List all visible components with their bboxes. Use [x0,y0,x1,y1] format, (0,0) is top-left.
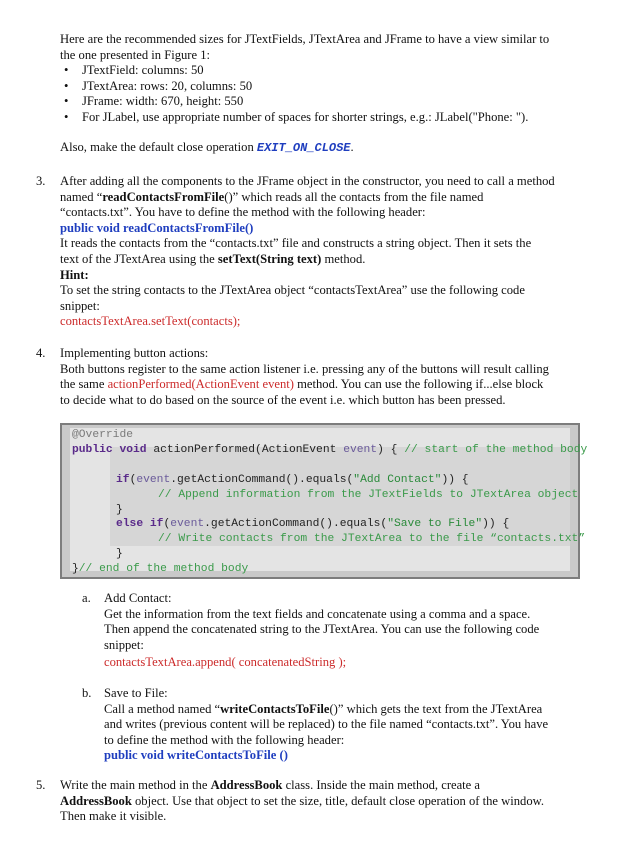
close-operation-line: Also, make the default close operation EXIT_ON_CLOSE. [60,139,354,155]
paragraph-line: AddressBook object. Use that object to set the size, title, default close operation of the window. [60,793,545,808]
sub-item-a [82,591,599,671]
paragraph-line: “contacts.txt”. You have to define the method with the following header: [60,205,426,220]
code-line: }// end of the method body [72,563,249,575]
paragraph-line: the same actionPerformed(ActionEvent event) method. You can use the following if...else block [60,377,544,392]
item-3-section [36,174,605,330]
close-operation-code: EXIT_ON_CLOSE [256,140,351,155]
list-item: • JTextField: columns: 50 [60,63,605,79]
paragraph-line: snippet: [104,637,144,652]
paragraph-line: To set the string contacts to the JTextArea object “contactsTextArea” use the following code [60,283,525,298]
paragraph-line: After adding all the components to the JFrame object in the constructor, you need to call a method [60,174,555,188]
item-4-section [36,346,605,408]
method-header: public void writeContactsToFile () [104,748,288,763]
intro-line: Here are the recommended sizes for JTextFields, JTextArea and JFrame to have a view similar to [60,32,550,46]
code-line: else if(event.getActionCommand().equals("Save to File")) { [116,518,510,530]
sub-item-title: Save to File: [104,686,168,700]
code-line: // Write contacts from the JTextArea to the file “contacts.txt” [158,533,586,545]
paragraph-line: Both buttons register to the same action listener i.e. pressing any of the buttons will result calling [60,361,549,376]
hint-label: Hint: [60,267,89,282]
code-snippet: contactsTextArea.append( concatenatedString ); [104,655,347,670]
paragraph-line: Then make it visible. [60,809,167,824]
list-item: • JTextArea: rows: 20, columns: 50 [60,79,605,95]
list-item: • For JLabel, use appropriate number of spaces for shorter strings, e.g.: JLabel("Phone: "). [60,110,605,126]
sub-item-label: a. [82,591,91,605]
paragraph-line: Call a method named “writeContactsToFile()” which gets the text from the JTextArea [104,701,543,716]
code-line: // Append information from the JTextFields to JTextArea object [158,489,579,501]
code-block-body [70,428,588,575]
paragraph-line: to decide what to do based on the source of the event i.e. which button has been pressed. [60,392,506,407]
code-line: } [116,548,123,560]
paragraph-line: Get the information from the text fields and concatenate using a comma and a space. [104,606,531,621]
item-5-section [36,778,605,825]
intro-section [60,32,605,156]
sub-item-label: b. [82,686,92,700]
method-header: public void readContactsFromFile() [60,220,254,235]
code-line: } [116,504,123,516]
list-item: • JFrame: width: 670, height: 550 [60,94,605,110]
code-line: @Override [72,429,134,441]
code-block [60,423,588,579]
paragraph-line: named “readContactsFromFile()” which reads all the contacts from the file named [60,189,484,204]
item-number: 4. [36,346,46,360]
paragraph-line: Write the main method in the AddressBook class. Inside the main method, create a [60,778,481,792]
paragraph-line: and writes (previous content will be replaced) to the file named “contacts.txt”. You have [104,717,549,732]
paragraph-line: It reads the contacts from the “contacts.txt” file and constructs a string object. Then it sets the [60,236,532,251]
sub-item-b [82,686,599,764]
sub-item-title: Add Contact: [104,591,172,605]
paragraph-line: snippet: [60,298,100,313]
code-line: public void actionPerformed(ActionEvent event) { // start of the method body [72,444,588,456]
item-number: 5. [36,778,46,792]
intro-line: the one presented in Figure 1: [60,47,211,62]
code-line: if(event.getActionCommand().equals("Add Contact")) { [116,474,469,486]
item-title: Implementing button actions: [60,346,209,360]
paragraph-line: Then append the concatenated string to the JTextArea. You can use the following code [104,622,540,637]
paragraph-line: to define the method with the following header: [104,732,345,747]
item-number: 3. [36,174,46,188]
code-snippet: contactsTextArea.setText(contacts); [60,314,241,329]
paragraph-line: text of the JTextArea using the setText(String text) method. [60,251,366,266]
